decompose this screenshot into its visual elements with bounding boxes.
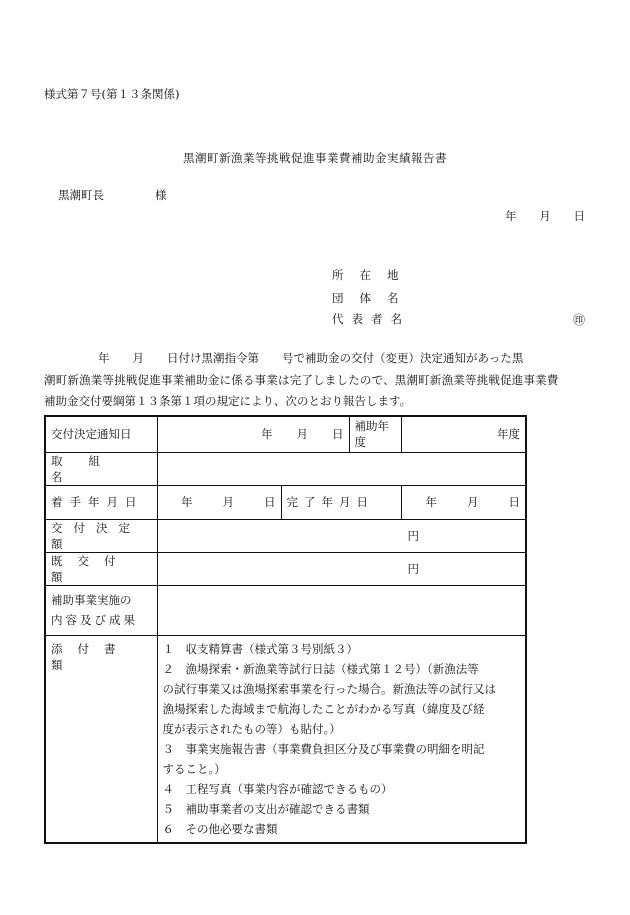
attachments-label: 添付書類 xyxy=(45,635,157,843)
addressee: 黒潮町長 xyxy=(58,188,104,202)
content-results-label xyxy=(45,585,157,635)
start-year-unit: 年 xyxy=(181,495,193,509)
attachment-line: の試行事業又は漁場探索事業を行った場合。新漁法等の試行又は xyxy=(162,681,496,696)
group-name-label: 団体名 xyxy=(332,291,415,305)
body-line-2: 潮町新漁業等挑戦促進事業補助金に係る事業は完了しましたので、黒潮町新漁業等挑戦促進事業費 xyxy=(44,373,559,387)
row-decided-amount xyxy=(45,519,526,552)
date-day-unit: 日 xyxy=(573,209,585,223)
date-month-unit: 月 xyxy=(539,209,551,223)
date-line xyxy=(505,208,585,224)
report-table xyxy=(44,415,527,844)
honorific: 様 xyxy=(155,188,167,202)
document-title: 黒潮町新漁業等挑戦促進事業費補助金実績報告書 xyxy=(183,151,447,165)
start-date-label: 着手年月日 xyxy=(45,485,157,519)
attachment-line: ４ 工程写真（事業内容が確認できるもの） xyxy=(162,781,393,796)
effort-name-label: 取組名 xyxy=(45,452,157,485)
subsidy-year-label: 補助年度 xyxy=(349,416,401,452)
attachment-line: ５ 補助事業者の支出が確認できる書類 xyxy=(162,801,370,816)
content-label-line-2: 内容及び成果 xyxy=(51,613,138,627)
complete-date-label: 完了年月日 xyxy=(281,485,401,519)
row-content-results xyxy=(45,585,526,635)
decision-year-unit: 年 xyxy=(261,427,273,442)
complete-year-unit: 年 xyxy=(425,495,437,509)
date-year-unit: 年 xyxy=(505,209,517,223)
row-paid-amount xyxy=(45,552,526,585)
decided-amount-field[interactable]: 円 xyxy=(157,519,526,552)
attachment-line: 漁場探索した海域まで航海したことがわかる写真（緯度及び経 xyxy=(162,701,485,716)
complete-day-unit: 日 xyxy=(508,495,520,509)
body-line-1: 年 月 日付け黒潮指令第 号で補助金の交付（変更）決定通知があった黒 xyxy=(98,351,524,365)
start-date-field[interactable] xyxy=(157,485,281,519)
start-day-unit: 日 xyxy=(264,495,276,509)
attachment-line: ３ 事業実施報告書（事業費負担区分及び事業費の明細を明記 xyxy=(162,741,485,756)
row-effort-name xyxy=(45,452,526,485)
content-results-field[interactable] xyxy=(157,585,526,635)
complete-date-field[interactable] xyxy=(401,485,526,519)
attachment-line: ２ 漁場探索・新漁業等試行日誌（様式第１２号）（新漁法等 xyxy=(162,661,479,676)
decided-amount-label: 交付決定額 xyxy=(45,519,157,552)
decision-month-unit: 月 xyxy=(296,427,308,442)
attachment-line: すること。） xyxy=(162,761,226,776)
attachment-line: 度が表示されたもの等）も貼付。） xyxy=(162,721,341,736)
decision-date-field[interactable] xyxy=(157,416,349,452)
decision-day-unit: 日 xyxy=(332,427,344,442)
address-label: 所在地 xyxy=(332,268,415,282)
content-label-line-1: 補助事業実施の xyxy=(51,593,132,607)
representative-label: 代表者名 xyxy=(332,312,410,326)
subsidy-year-field[interactable]: 年度 xyxy=(401,416,526,452)
effort-name-field[interactable] xyxy=(157,452,526,485)
start-month-unit: 月 xyxy=(222,495,234,509)
complete-month-unit: 月 xyxy=(467,495,479,509)
row-decision-date xyxy=(45,416,526,452)
body-line-3: 補助金交付要綱第１３条第１項の規定により、次のとおり報告します。 xyxy=(44,394,412,408)
paid-amount-label: 既交付額 xyxy=(45,552,157,585)
attachments-list xyxy=(157,635,526,843)
paid-amount-field[interactable]: 円 xyxy=(157,552,526,585)
decision-date-label: 交付決定通知日 xyxy=(45,416,157,452)
attachment-line: １ 収支精算書（様式第３号別紙３） xyxy=(162,641,358,656)
attachment-line: ６ その他必要な書類 xyxy=(162,821,278,836)
row-attachments xyxy=(45,635,526,843)
seal-mark: ㊞ xyxy=(573,313,586,327)
row-start-complete xyxy=(45,485,526,519)
form-number: 様式第７号(第１３条関係) xyxy=(44,87,180,101)
